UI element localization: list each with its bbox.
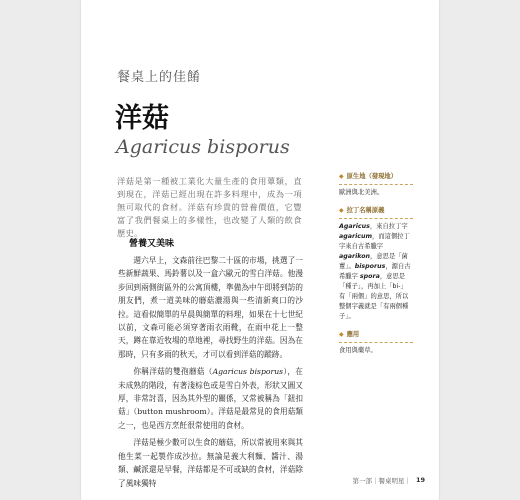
dashed-divider	[339, 342, 413, 343]
sidebar-origin-text: 歐洲與北美洲。	[339, 189, 384, 196]
section-eyebrow: 餐桌上的佳餚	[117, 70, 202, 85]
sidebar-origin-heading: 原生地（發現地）	[346, 173, 397, 180]
body-paragraph-1-text: 週六早上，文森前往巴黎二十區的市場，挑選了一些新鮮蔬果、馬鈴薯以及一盒六歐元的雪白洋菇。他漫步回到兩側街區外的公寓頂樓，準備為中午即將到訪的朋友們，煮一道美味的蘑菇濃湯與一些清新爽口的沙拉。這看似簡單的早晨與簡單的料理，如果在十七世紀以前，文森可能必須穿著雨衣雨靴，在雨中花上一整天，蹲在靠近牧場的草地裡，尋找野生的洋菇。因為在那時，只有多雨的秋天，才可以看到洋菇的蹤跡。	[118, 256, 303, 359]
info-sidebar	[339, 172, 413, 364]
page-number: 19	[415, 476, 425, 484]
intro-paragraph: 洋菇是第一種被工業化大量生產的食用蕈類，直到現在，洋菇已經出現在許多料理中，成為一項無可取代的食材。洋菇有珍貴的營養價值，它豐富了我們餐桌上的多樣性，也改變了人類的飲食歷史。	[117, 176, 302, 238]
section-heading: 營養又美味	[129, 239, 175, 249]
body-text	[118, 254, 303, 494]
page-title: 洋菇	[115, 103, 169, 134]
diamond-bullet-icon: ◆	[339, 331, 344, 338]
diamond-bullet-icon: ◆	[339, 207, 344, 214]
latin-text: ，而這個拉丁字來自古希臘字	[339, 233, 410, 250]
book-page	[81, 0, 439, 500]
body-paragraph-2-text-a: 你稱洋菇的雙孢蘑菇（	[133, 367, 213, 377]
body-paragraph-2-text-b: ），在未成熟的階段，有著淺棕色或是雪白外表，形狀又圓又厚，非常討喜，因為其外型的關係，又常被稱為「鈕扣菇」（button mushroom）。洋菇是最常見的食用菇類之一，也是西方烹飪很常使用的食材。	[118, 367, 303, 430]
latin-text: ，意思是「菌蕈」。	[339, 253, 408, 270]
latin-term: bisporus	[354, 263, 386, 270]
body-paragraph-3-text: 洋菇是極少數可以生食的蘑菇，所以常被用來與其他生菜一起製作成沙拉。無論是義大利麵、醬汁、湯類、鹹派還是早餐，洋菇都是不可或缺的食材，洋菇除了風味獨特	[118, 438, 303, 488]
latin-term: agaricum	[339, 233, 373, 240]
body-paragraph-3	[118, 436, 303, 490]
latin-term: agarikon	[339, 253, 371, 260]
sidebar-origin	[339, 172, 413, 198]
sidebar-latin-text	[339, 222, 413, 322]
latin-title: Agaricus bisporus	[116, 136, 290, 158]
body-paragraph-2-latin: Agaricus bisporus	[212, 367, 284, 377]
latin-text: ，源自古希臘字	[339, 263, 411, 280]
sidebar-latin-heading: 拉丁名稱原義	[346, 207, 385, 214]
footer-section: 第一部｜餐桌明星｜	[352, 477, 411, 485]
latin-term: Agaricus	[339, 223, 370, 230]
latin-text: ，意思是「種子」，再加上「bi-」有「兩個」的意思，所以整個字義就是「有兩個種子」。	[339, 273, 409, 320]
diamond-bullet-icon: ◆	[339, 173, 344, 180]
sidebar-uses	[339, 330, 413, 356]
body-paragraph-2	[118, 365, 303, 432]
page-footer	[352, 476, 425, 485]
latin-term: spora	[359, 273, 380, 280]
sidebar-latin-meaning	[339, 206, 413, 322]
sidebar-uses-text: 食用與藥草。	[339, 347, 377, 354]
dashed-divider	[339, 184, 413, 185]
latin-text: ，來自拉丁字	[369, 223, 408, 230]
dashed-divider	[339, 218, 413, 219]
body-paragraph-1	[118, 254, 303, 361]
sidebar-uses-heading: 應用	[346, 331, 360, 338]
